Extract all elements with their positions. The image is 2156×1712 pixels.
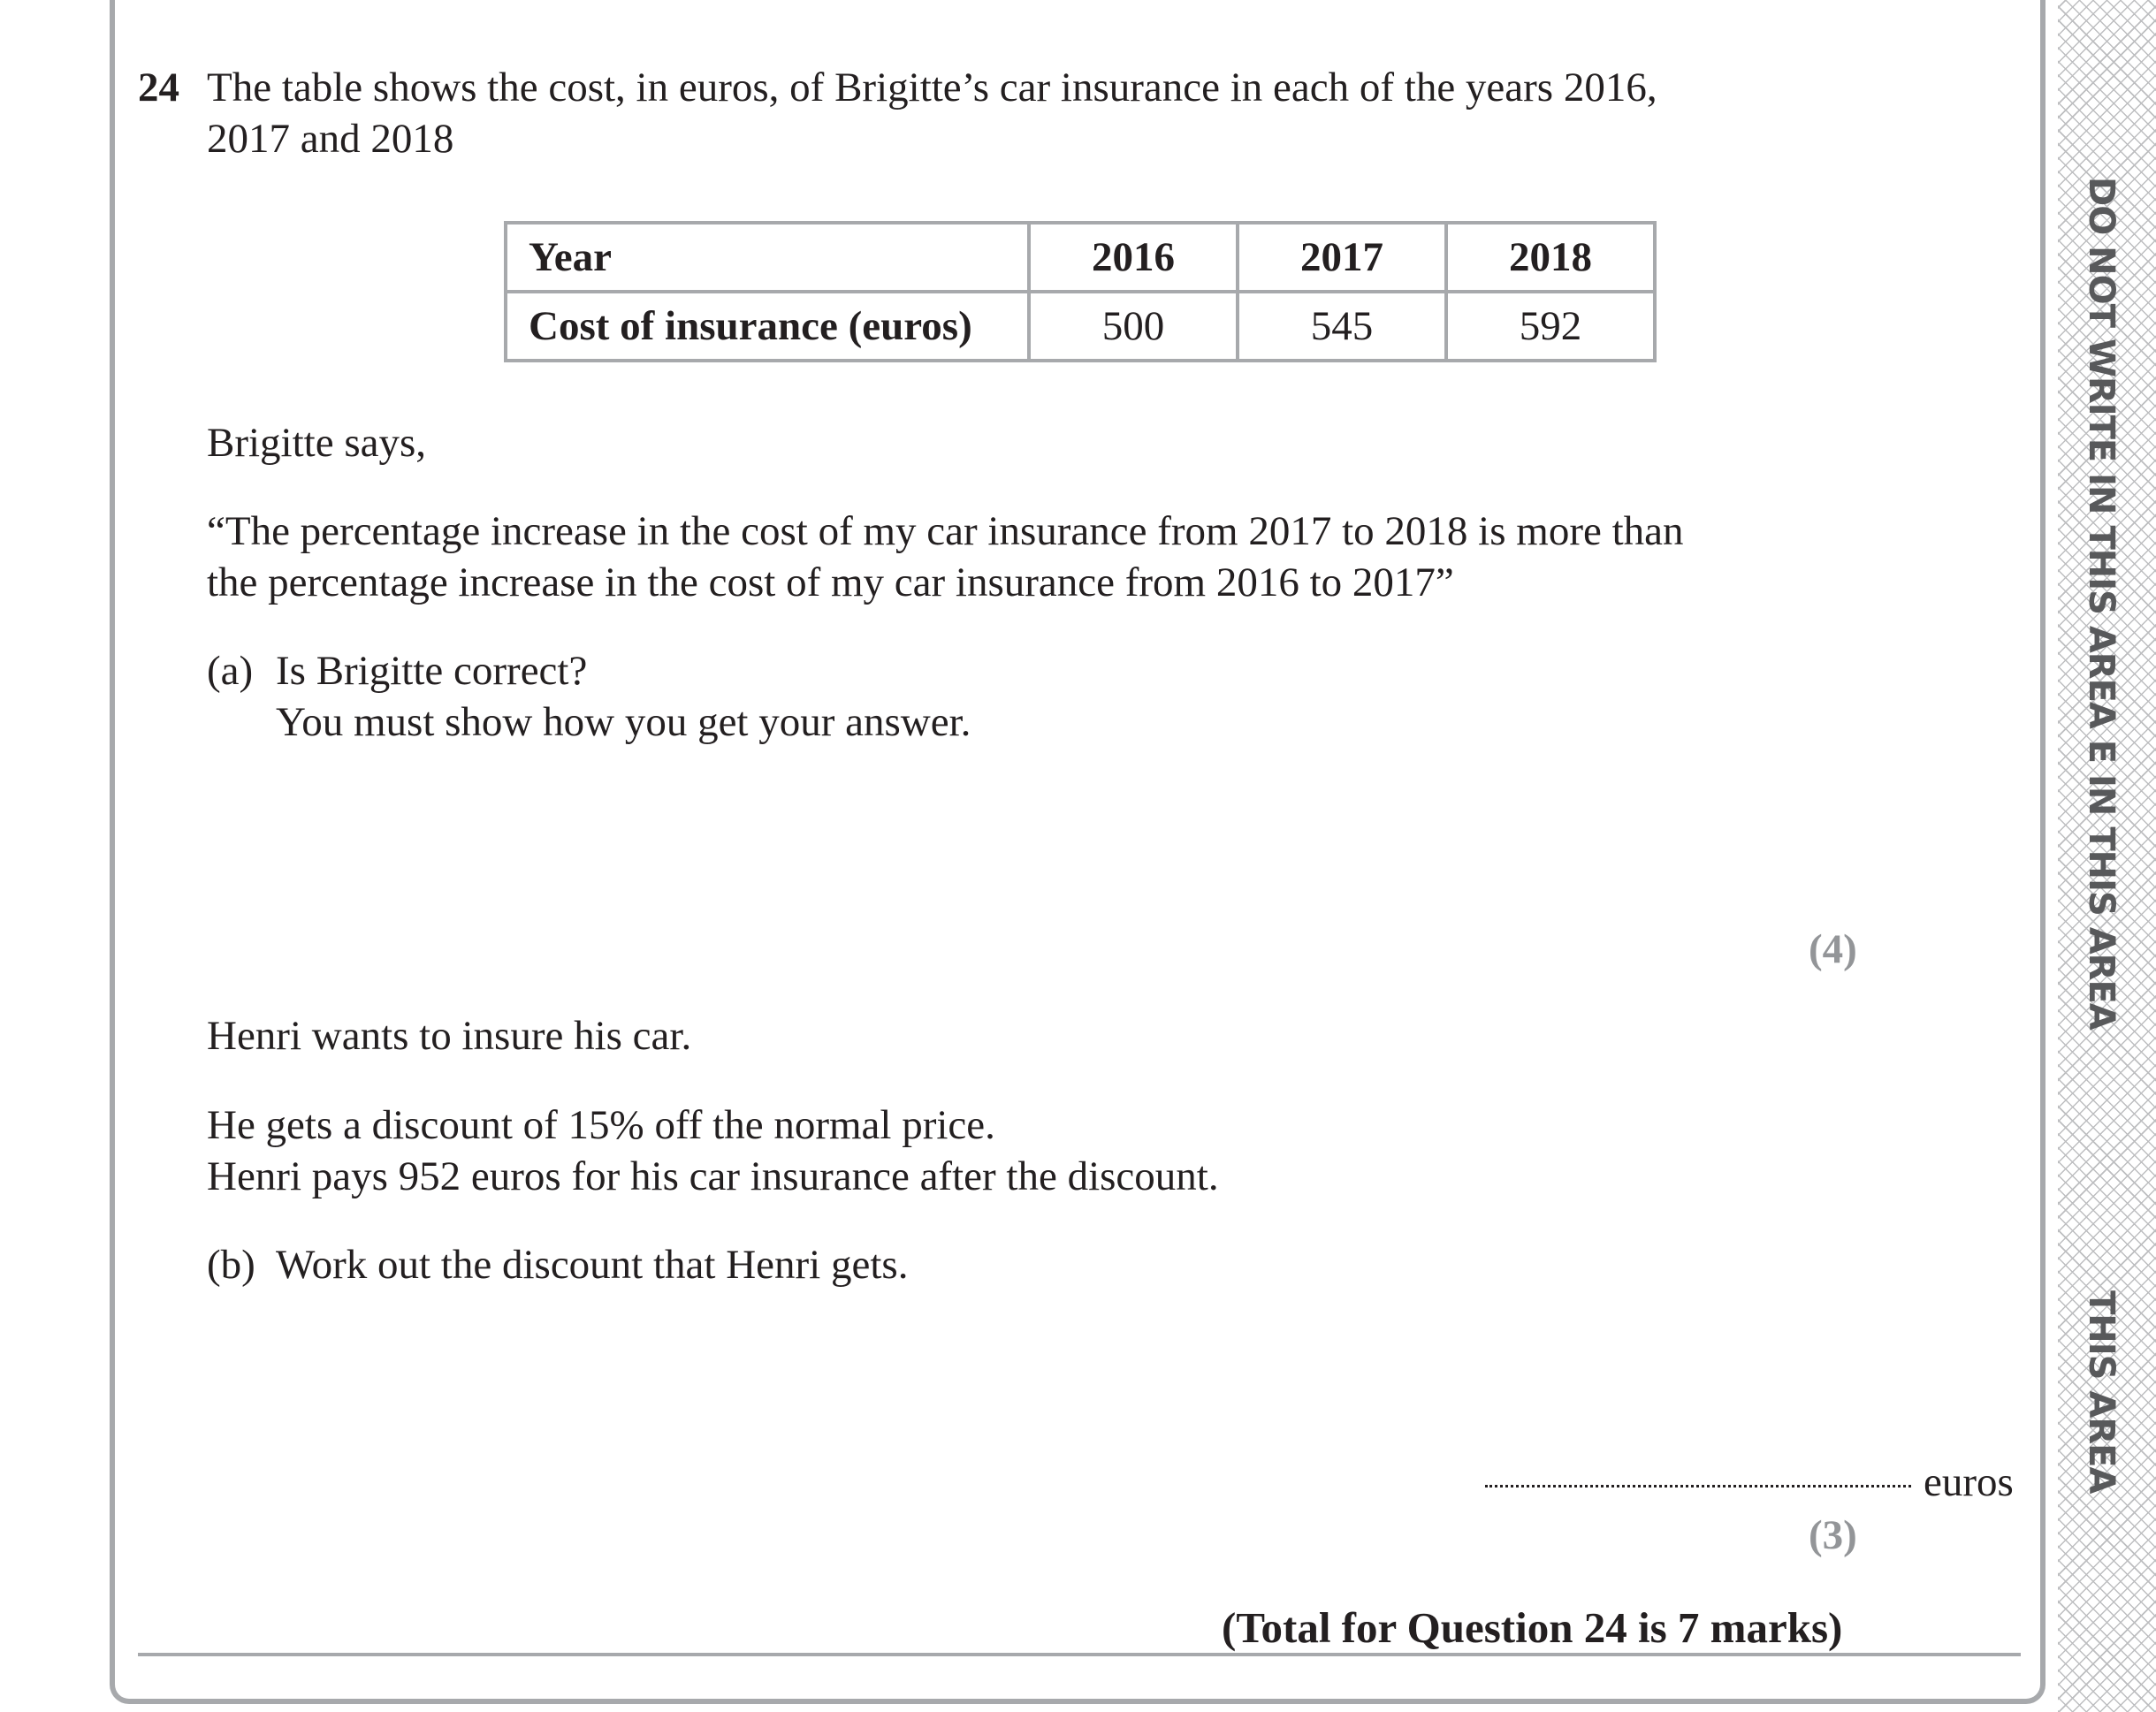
part-a-marks: (4) (1809, 926, 1857, 972)
part-b-text: Work out the discount that Henri gets. (276, 1242, 909, 1288)
table-row-cost (506, 292, 1655, 361)
question-intro-line1: The table shows the cost, in euros, of Brigitte’s car insurance in each of the years 2016, (207, 65, 1657, 110)
margin-warning-text: DO NOT WRITE IN THIS AREA E IN THIS AREA (2081, 177, 2122, 1030)
table-header-year: Year (506, 223, 1029, 292)
henri-line2: He gets a discount of 15% off the normal price. (207, 1102, 995, 1148)
brigitte-says: Brigitte says, (207, 420, 427, 466)
table-year-2016: 2016 (1029, 223, 1238, 292)
insurance-cost-table (504, 221, 1657, 362)
part-a-line2: You must show how you get your answer. (276, 699, 971, 745)
quote-line1: “The percentage increase in the cost of my car insurance from 2017 to 2018 is more than (207, 508, 1684, 554)
table-year-2018: 2018 (1446, 223, 1655, 292)
quote-line2: the percentage increase in the cost of my car insurance from 2016 to 2017” (207, 559, 1454, 605)
answer-unit: euros (1924, 1459, 2014, 1505)
bottom-rule (138, 1653, 2021, 1656)
henri-line3: Henri pays 952 euros for his car insurance after the discount. (207, 1153, 1219, 1199)
question-number: 24 (138, 65, 179, 110)
table-year-2017: 2017 (1238, 223, 1446, 292)
table-cost-2017: 545 (1238, 292, 1446, 361)
table-cost-2016: 500 (1029, 292, 1238, 361)
answer-line[interactable] (1485, 1485, 1911, 1488)
table-row-year (506, 223, 1655, 292)
henri-line1: Henri wants to insure his car. (207, 1013, 692, 1059)
part-a-line1: Is Brigitte correct? (276, 648, 588, 694)
table-cost-2018: 592 (1446, 292, 1655, 361)
question-intro-line2: 2017 and 2018 (207, 116, 454, 162)
margin-warning-text-lower: THIS AREA (2081, 1290, 2122, 1494)
part-a-label: (a) (207, 648, 254, 694)
table-header-cost: Cost of insurance (euros) (506, 292, 1029, 361)
question-total: (Total for Question 24 is 7 marks) (1222, 1603, 1843, 1652)
part-b-marks: (3) (1809, 1512, 1857, 1558)
part-b-label: (b) (207, 1242, 255, 1288)
